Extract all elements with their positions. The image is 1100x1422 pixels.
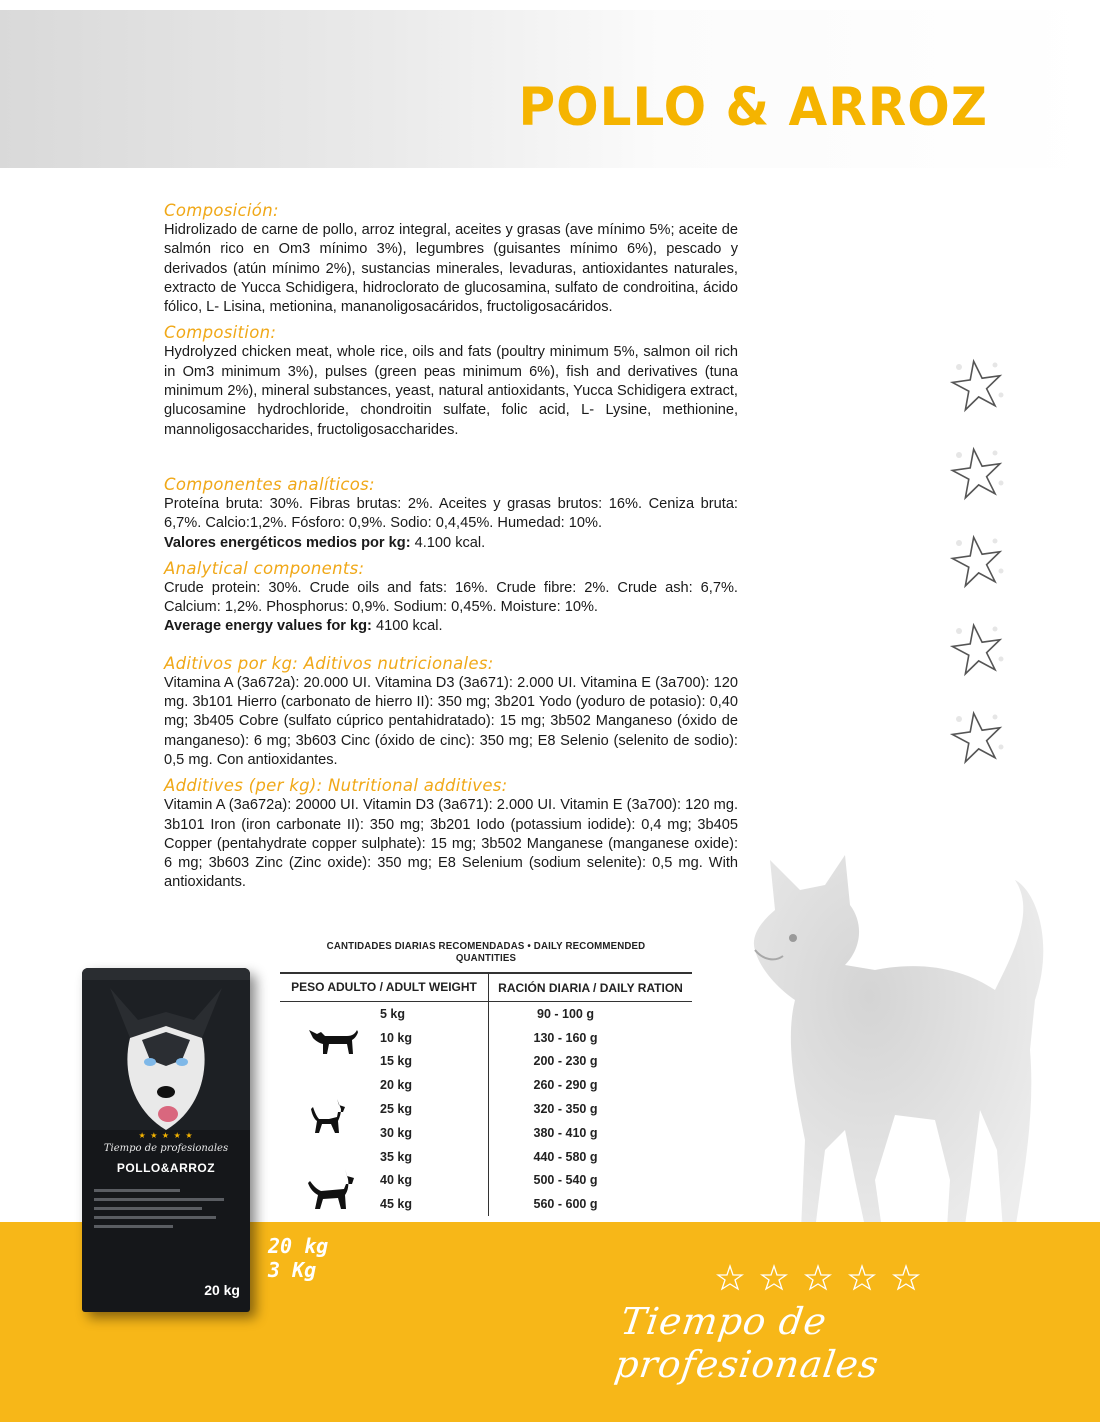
composition-text: Hydrolyzed chicken meat, whole rice, oils and fats (poultry minimum 5%, salmon oil rich in Om3 minimum 3%), pulses (green peas minimum 6%), fish and derivatives (tuna minimum 2%), mineral substances, yeast, natural antioxidants, Yucca Schidigera extract, glucosamine hydrochloride, chondroitin sulfate, folic acid, L- Lysine, methionine, mannoligosaccharides, fructoligosaccharides. (164, 344, 738, 438)
aditivos-heading: Aditivos por kg: Aditivos nutricionales: (164, 653, 494, 673)
daily-quantities-table (280, 940, 692, 1216)
table-row: 25 kg 320 - 350 g (280, 1097, 692, 1121)
aditivos-text: Vitamina A (3a672a): 20.000 UI. Vitamina D3 (3a671): 2.000 UI. Vitamina E (3a700): 120 mg. 3b101 Hierro (carbonato de hierro II): 350 mg; 3b201 Yodo (yoduro de potasio): 0,40 mg; 3b405 Cobre (sulfato cúprico pentahidratado): 15 mg; 3b502 Manganeso (óxido de manganeso): 6 mg; 3b603 Cinc (óxido de cinc): 350 mg; E8 Selenio (selenito de sodio): 0,5 mg. Con antioxidantes. (164, 674, 738, 768)
additives-heading: Additives (per kg): Nutritional additives: (164, 776, 508, 796)
componentes-energy (164, 534, 738, 553)
table-row: 10 kg 130 - 160 g (280, 1026, 692, 1050)
table-row: 30 kg 380 - 410 g (280, 1121, 692, 1145)
bag-product-name: POLLO&ARROZ (116, 1161, 216, 1175)
medium-dog-icon (307, 1097, 349, 1135)
componentes-heading: Componentes analíticos: (164, 474, 375, 494)
table-row: 35 kg 440 - 580 g (280, 1145, 692, 1169)
table-row: 40 kg 500 - 540 g (280, 1169, 692, 1193)
star-icon (945, 531, 1009, 591)
package-sizes (268, 1234, 328, 1282)
star-icon (894, 1266, 918, 1289)
bag-info-lines (94, 1183, 238, 1234)
componentes-text: Proteína bruta: 30%. Fibras brutas: 2%. Aceites y grasas brutos: 16%. Ceniza bruta: 6,7%. Calcio:1,2%. Fósforo: 0,9%. Sodio: 0,4,45%. Humedad: 10%. (164, 495, 738, 532)
star-icon (945, 707, 1009, 767)
husky-face-image (82, 980, 250, 1130)
star-icon (945, 443, 1009, 503)
product-bag-image (82, 968, 250, 1312)
bag-tagline: Tiempo de profesionales (103, 1143, 229, 1154)
table-row: 5 kg 90 - 100 g (280, 1002, 692, 1026)
husky-background-image (735, 850, 1065, 1280)
star-icon (945, 355, 1009, 415)
package-size: 3 Kg (268, 1258, 317, 1282)
star-icon (945, 619, 1009, 679)
column-header-ration: RACIÓN DIARIA / DAILY RATION (498, 980, 683, 995)
table-title: CANTIDADES DIARIAS RECOMENDADAS • DAILY RECOMMENDED QUANTITIES (326, 940, 646, 964)
analytical-energy-value: 4100 kcal. (371, 618, 443, 635)
star-icon (850, 1266, 874, 1289)
five-star-rating (716, 1262, 936, 1296)
brand-slogan: Tiempo de profesionales (611, 1300, 882, 1386)
table-row: 20 kg 260 - 290 g (280, 1073, 692, 1097)
star-icon (718, 1266, 742, 1289)
column-header-weight: PESO ADULTO / ADULT WEIGHT (280, 974, 489, 1001)
table-row: 45 kg 560 - 600 g (280, 1192, 692, 1216)
table-body (280, 1002, 692, 1216)
composicion-heading: Composición: (164, 201, 279, 220)
analytical-text: Crude protein: 30%. Crude oils and fats: 16%. Crude fibre: 2%. Crude ash: 6,7%. Calcium: 1,2%. Phosphorus: 0,9%. Sodium: 0,45%. Moisture: 10%. (164, 579, 738, 616)
table-header (280, 974, 692, 1002)
package-size: 20 kg (268, 1234, 329, 1258)
composicion-text: Hidrolizado de carne de pollo, arroz integral, aceites y grasas (ave mínimo 5%; aceite de salmón rico en Om3 mínimo 3%), legumbres (guisantes mínimo 6%), pescado y derivados (atún mínimo 2%), sustancias minerales, levaduras, antioxidantes naturales, extracto de Yucca Schidigera, hidroclorato de glucosamina, sulfato de condroitina, ácido fólico, L- Lisina, metionina, mananoligosacáridos, fructoligosacáridos. (164, 222, 738, 316)
composition-heading: Composition: (164, 323, 277, 343)
analytical-heading: Analytical components: (164, 558, 365, 578)
componentes-energy-label: Valores energéticos medios por kg: (164, 534, 411, 551)
analytical-energy-label: Average energy values for kg: (164, 618, 372, 635)
bag-weight: 20 kg (204, 1282, 240, 1298)
table-row: 15 kg 200 - 230 g (280, 1050, 692, 1074)
bag-stars: ★ ★ ★ ★ ★ (138, 1131, 194, 1140)
star-icon (762, 1266, 786, 1289)
page-title: POLLO & ARROZ (518, 76, 988, 138)
analytical-energy (164, 617, 738, 636)
large-dog-icon (307, 1167, 357, 1211)
star-icon (806, 1266, 830, 1289)
componentes-energy-value: 4.100 kcal. (410, 534, 486, 551)
small-dog-icon (307, 1026, 359, 1056)
product-description (164, 200, 738, 893)
additives-text: Vitamin A (3a672a): 20000 UI. Vitamin D3 (3a671): 2.000 UI. Vitamin E (3a700): 120 mg. 3b101 Iron (iron carbonate II): 350 mg; 3b201 Iodo (potassium iodide): 0,4 mg; 3b405 Copper (pentahydrate copper sulphate): 15 mg; 3b502 Manganese (manganese oxide): 6 mg; 3b603 Zinc (Zinc oxide): 350 mg; E8 Selenium (sodium selenite): 0,5 mg. With antioxidants. (164, 797, 738, 891)
